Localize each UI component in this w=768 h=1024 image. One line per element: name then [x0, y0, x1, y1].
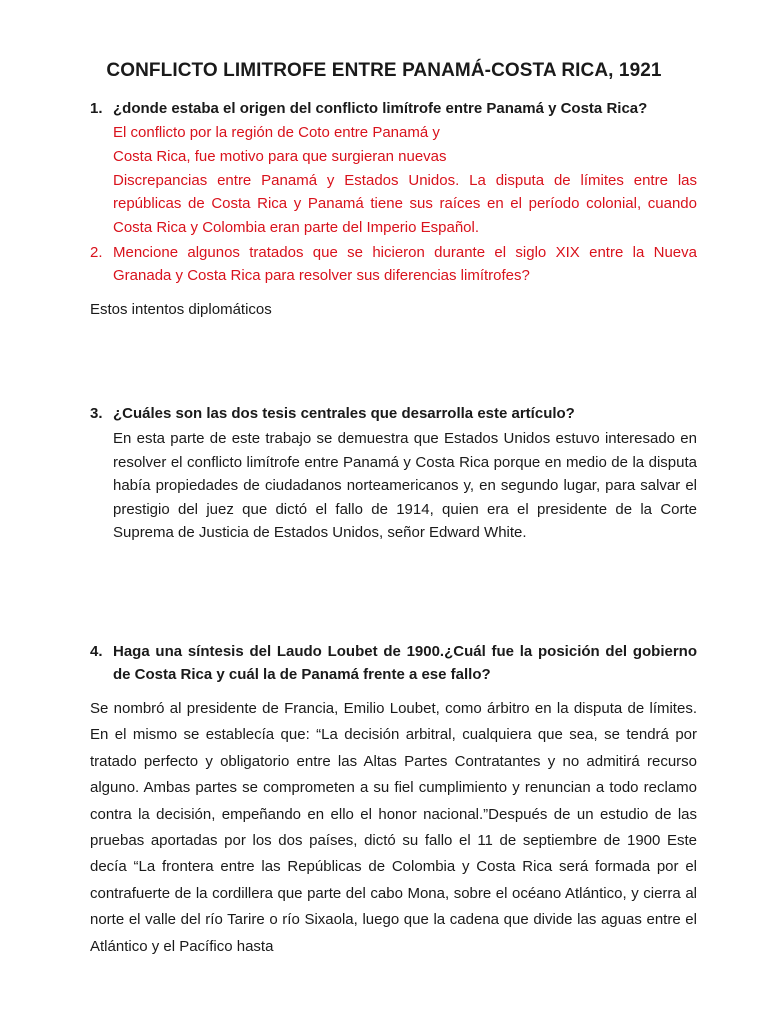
answer-3-text: En esta parte de este trabajo se demuestra que Estados Unidos estuvo interesado en resolver el conflicto limítrofe entre Panamá y Costa Rica porque en medio de la disputa había propiedades de ciudadanos norteamericanos y, en segundo lugar, para salvar el prestigio del juez que dictó el fallo de 1914, quien era el presidente de la Corte Suprema de Justicia de Estados Unidos, señor Edward White. [113, 430, 697, 542]
question-3-number: 3. [90, 405, 103, 422]
answer-1-line-1: El conflicto por la región de Coto entre Panamá y [113, 124, 440, 141]
question-1-text: ¿donde estaba el origen del conflicto limítrofe entre Panamá y Costa Rica? [113, 100, 648, 117]
question-4-text: Haga una síntesis del Laudo Loubet de 1900.¿Cuál fue la posición del gobierno de Costa Rica y cuál la de Panamá frente a ese fallo? [113, 643, 697, 683]
question-3 [90, 402, 697, 425]
question-1 [90, 97, 697, 120]
answer-1-line-2: Costa Rica, fue motivo para que surgieran nuevas [113, 148, 447, 165]
question-2-number: 2. [90, 244, 103, 261]
answer-4-text: Se nombró al presidente de Francia, Emilio Loubet, como árbitro en la disputa de límites. En el mismo se establecía que: “La decisión arbitral, cualquiera que sea, se tendrá por tratado perfecto y obligatorio entre las Altas Partes Contratantes y no admitirá recurso alguno. Ambas partes se comprometen a su fiel cumplimiento y renuncian a todo reclamo contra la decisión, empeñando en ello el honor nacional.”Después de un estudio de las pruebas aportadas por los dos países, dictó su fallo el 11 de septiembre de 1900 Este decía “La frontera entre las Repúblicas de Colombia y Costa Rica será formada por el contrafuerte de la cordillera que parte del cabo Mona, sobre el océano Atlántico, y cierra al norte el valle del río Tarire o río Sixaola, luego que la cadena que divide las aguas entre el Atlántico y el Pacífico hasta [90, 700, 697, 955]
answer-1-block: Discrepancias entre Panamá y Estados Unidos. La disputa de límites entre las repúblicas de Costa Rica y Panamá tiene sus raíces en el período colonial, cuando Costa Rica y Colombia eran parte del Imperio Español. [113, 172, 697, 236]
question-1-number: 1. [90, 100, 103, 117]
question-3-text: ¿Cuáles son las dos tesis centrales que desarrolla este artículo? [113, 405, 575, 422]
question-4-number: 4. [90, 643, 103, 660]
document-title: CONFLICTO LIMITROFE ENTRE PANAMÁ-COSTA RICA, 1921 [106, 60, 662, 81]
answer-2-text: Estos intentos diplomáticos [90, 301, 272, 318]
question-2-text: Mencione algunos tratados que se hicieron durante el siglo XIX entre la Nueva Granada y Costa Rica para resolver sus diferencias limítrofes? [113, 244, 697, 284]
question-4 [90, 640, 697, 686]
question-2 [90, 241, 697, 287]
